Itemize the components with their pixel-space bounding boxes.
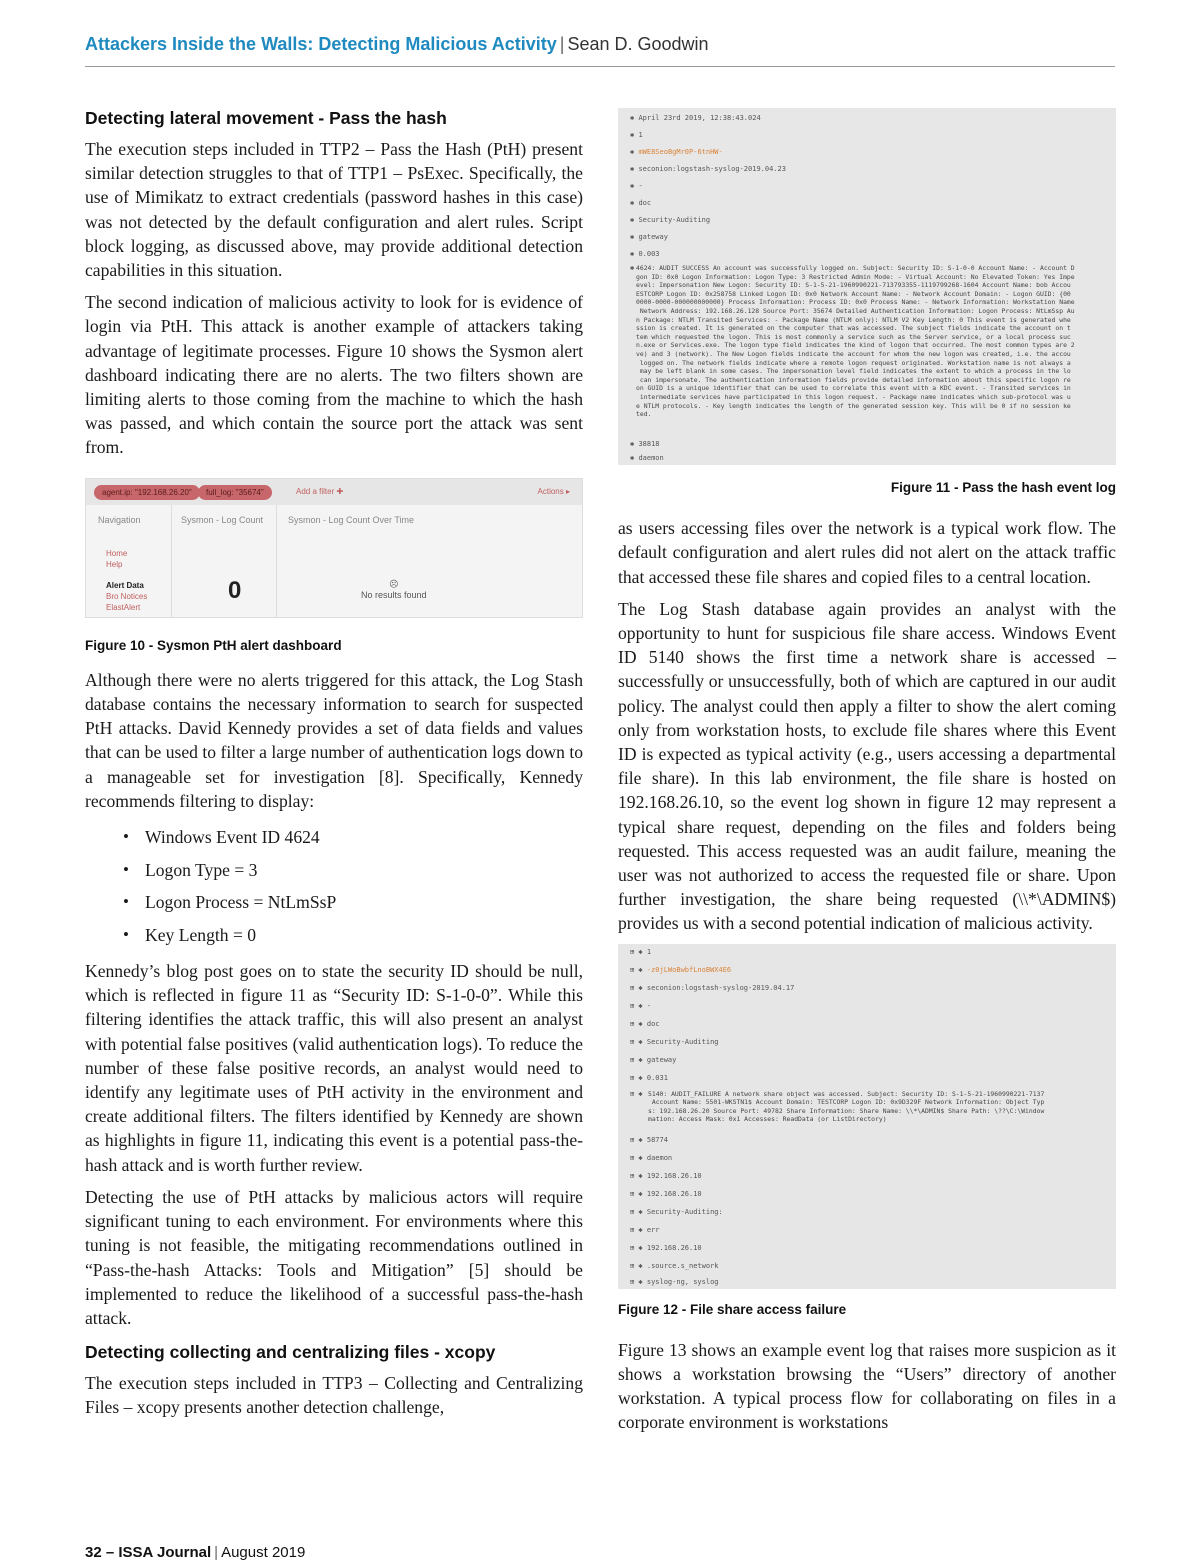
actions-link[interactable]: Actions ▸ — [537, 486, 570, 496]
log-field: ✱ seconion:logstash-syslog-2019.04.23 — [630, 165, 786, 173]
log-field: ⊞ ✱ err — [630, 1225, 660, 1234]
nav-help-link[interactable]: Help — [106, 559, 123, 569]
log-count-value: 0 — [228, 576, 242, 604]
log-field: ✱ Security-Auditing — [630, 216, 711, 224]
filter-pill-agent-ip[interactable]: agent.ip: "192.168.26.20" — [94, 485, 200, 500]
list-item: • Logon Type = 3 — [145, 854, 583, 887]
running-header — [85, 34, 1115, 67]
log-field: ✱ daemon — [630, 454, 664, 462]
log-field: ⊞ ✱ 192.168.26.10 — [630, 1189, 702, 1198]
no-results — [361, 579, 427, 600]
figure-12-caption: Figure 12 - File share access failure — [618, 1301, 847, 1317]
paragraph: Figure 13 shows an example event log that raises more suspicion as it shows a workstation browsing the “Users” directory of another workstation. A typical process flow for collaborating on files in a corporate environment is workstations — [618, 1339, 1116, 1433]
nav-alert-data-link[interactable]: Alert Data — [106, 580, 144, 590]
log-count-panel — [171, 505, 277, 617]
left-column — [85, 108, 583, 1428]
nav-bro-notices-link[interactable]: Bro Notices — [106, 591, 148, 601]
log-field: ✱ 1 — [630, 131, 643, 139]
page-footer — [85, 1544, 305, 1561]
log-field: ⊞ ✱ 192.168.26.10 — [630, 1243, 702, 1252]
log-field: ⊞ ✱ 1 — [630, 947, 652, 956]
paragraph: The execution steps included in TTP3 – Collecting and Centralizing Files – xcopy presents another detection challenge, — [85, 1373, 583, 1418]
log-field: ⊞ ✱ gateway — [630, 1055, 677, 1064]
log-field: ✱ 0.003 — [630, 250, 660, 258]
log-count-label: Sysmon - Log Count — [181, 514, 264, 525]
log-field: ⊞ ✱ .source.s_network — [630, 1261, 719, 1270]
list-item: • Logon Process = NtLmSsP — [145, 886, 583, 919]
figure-10-caption: Figure 10 - Sysmon PtH alert dashboard — [85, 637, 342, 653]
log-field: ⊞ ✱ seconion:logstash-syslog-2019.04.17 — [630, 983, 795, 992]
event-message-block: 4624: AUDIT SUCCESS An account was successfully logged on. Subject: Security ID: S-1-0-0 Account Name: - Account D gon ID: 0x0 Logon Information: Logon Type: 3 Restricted Admin Mode: - Virtual Account: No Elevated Token: Yes Impe evel: Impersonation New Logon: Security ID: S-1-5-21-1960990221-713793355-1119799268-1604 Account Name: bob Accou ESTCORP Logon ID: 0x258758 Linked Logon ID: 0x0 Network Account Name: - Network Account Domain: - Logon GUID: {00 0000-0000-000000000000} Process Information: Process ID: 0x0 Process Name: - Network Information: Workstation Name Network Address: 192.168.26.128 Source Port: 35674 Detailed Authentication Information: Logon Process: NtLmSsp Au n Package: NTLM Transited Services: - Package Name (NTLM only): NTLM V2 Key Length: 0 This event is generated whe ssion is created. It is generated on the computer that was accessed. The subject fields indicate the account on t tem which requested the logon. This is most commonly a service such as the Server service, or a local process suc n.exe or Services.exe. The logon type field indicates the kind of logon that occurred. The most common types are 2 ve) and 3 (network). The New Logon fields indicate the account for whom the new logon was created, i.e. the accou logged on. The network fields indicate where a remote logon request originated. Workstation name is not always a may be left blank in some cases. The impersonation level field indicates the extent to which a process in the lo can impersonate. The authentication information fields provide detailed information about this specific logon re on GUID is a unique identifier that can be used to correlate this event with a KDC event. - Transited services in intermediate services have participated in this logon request. - Package name indicates which sub-protocol was u e NTLM protocols. - Key length indicates the length of the generated session key. This will be 0 if no session ke ted. — [636, 264, 1075, 419]
paragraph: Kennedy’s blog post goes on to state the security ID should be null, which is reflected in figure 11 as “Security ID: S-1-0-0”. While this filtering identifies the attack traffic, this will also present an analyst with potential false positives (valid authentication logs). To reduce the number of these false positive records, an analyst would need to identify any legitimate uses of PtH activity in the environment and create additional filters. The filters identified by Kennedy are shown as highlights in figure 11, indicating this event is a potential pass-the-hash attack and is worth further review. — [85, 961, 583, 1175]
log-field-bullet-icon: ✱ — [630, 264, 635, 272]
log-field: ⊞ ✱ Security-Auditing: — [630, 1207, 723, 1216]
navigation-label: Navigation — [98, 514, 141, 525]
nav-home-link[interactable]: Home — [106, 548, 128, 558]
log-field: ⊞ ✱ 58774 — [630, 1135, 668, 1144]
log-field: ⊞ ✱ daemon — [630, 1153, 673, 1162]
log-field: ⊞ ✱ 192.168.26.10 — [630, 1171, 702, 1180]
log-field: ⊞ ✱ - — [630, 1001, 652, 1010]
figure-10-sysmon-dashboard — [85, 478, 583, 618]
filter-pill-full-log[interactable]: full_log: "35674" — [198, 485, 272, 500]
paragraph: The second indication of malicious activity to look for is evidence of login via PtH. This attack is another example of attackers taking advantage of legitimate processes. Figure 10 shows the Sysmon alert dashboard indicating there are no alerts. The two filters shown are limiting alerts to those coming from the machine to which the hash was passed, and which contain the source port the attack was sent from. — [85, 292, 583, 458]
figure-11-caption: Figure 11 - Pass the hash event log — [890, 480, 1116, 495]
log-field: ⊞ ✱ syslog-ng, syslog — [630, 1277, 719, 1286]
log-field-bullet-icon: ⊞ ✱ — [630, 1089, 643, 1098]
list-item: • Key Length = 0 — [145, 919, 583, 952]
footer-page: 32 – ISSA Journal — [85, 1544, 212, 1561]
paragraph: The Log Stash database again provides an analyst with the opportunity to hunt for suspicious file share access. Windows Event ID 5140 shows the first time a network share is accessed – successfully or unsuccessfully, both of which are captured in our audit policy. The analyst could then apply a filter to show the alert coming only from workstation hosts, to exclude file shares where this Event ID is expected as typical activity (e.g., users accessing a departmental file share). In this lab environment, the file share is hosted on 192.168.26.10, so the event log shown in figure 12 may represent a typical share request, depending on the files and folders being requested. This access requested was an audit failure, meaning the user was not authorized to access the requested file or share. Upon further investigation, the share being requested (\\*\ADMIN$) provides us with a second potential indication of malicious activity. — [618, 598, 1116, 934]
paragraph: The execution steps included in TTP2 – Pass the Hash (PtH) present similar detection struggles to that of TTP1 – PsExec. Specifically, the use of Mimikatz to extract credentials (password hashes in this case) was not detected by the default configuration and alert rules. Script block logging, as discussed above, may provide additional detection capabilities in this situation. — [85, 139, 583, 281]
log-count-over-time-label: Sysmon - Log Count Over Time — [288, 514, 415, 525]
log-field: ⊞ ✱ 0.031 — [630, 1073, 668, 1082]
section-heading-pass-the-hash: Detecting lateral movement - Pass the hash — [85, 108, 447, 128]
no-results-text: No results found — [361, 589, 427, 600]
footer-separator: | — [214, 1544, 219, 1561]
list-item: • Windows Event ID 4624 — [145, 821, 583, 854]
sad-face-icon: ☹ — [389, 578, 399, 589]
log-field: ✱ 38818 — [630, 440, 660, 448]
log-field: ⊞ ✱ -z0jLWoBwbfLnoBWX4E6 — [630, 965, 732, 974]
filter-bar — [86, 479, 582, 505]
log-field: ✱ gateway — [630, 233, 668, 241]
section-heading-xcopy: Detecting collecting and centralizing files - xcopy — [85, 1342, 496, 1363]
add-filter-link[interactable]: Add a filter ✚ — [296, 486, 344, 496]
log-field: ✱ - — [630, 182, 643, 190]
figure-11-event-log — [618, 108, 1116, 465]
log-field: ⊞ ✱ Security-Auditing — [630, 1037, 719, 1046]
log-field: ✱ April 23rd 2019, 12:38:43.024 — [630, 114, 761, 122]
figure-12-event-log — [618, 944, 1116, 1289]
filter-criteria-list — [85, 821, 583, 951]
nav-elastalert-link[interactable]: ElastAlert — [106, 602, 141, 612]
footer-date: August 2019 — [221, 1544, 306, 1561]
paragraph: Detecting the use of PtH attacks by malicious actors will require significant tuning to each environment. For environments where this tuning is not feasible, the mitigating recommendations outlined in “Pass-the-hash Attacks: Tools and Mitigation” [5] should be implemented to reduce the likelihood of a successful pass-the-hash attack. — [85, 1186, 583, 1328]
log-field: ⊞ ✱ doc — [630, 1019, 660, 1028]
paragraph: as users accessing files over the network is a typical work flow. The default configuration and alert rules did not alert on the attack traffic that accessed these file shares and copied files to a central location. — [618, 518, 1116, 587]
log-field: ✱ mWE8SeoBgMr0P-6tnHW- — [630, 148, 723, 156]
header-separator: | — [559, 34, 565, 54]
right-column — [618, 108, 1116, 1443]
paragraph: Although there were no alerts triggered for this attack, the Log Stash database contains the necessary information to search for suspected PtH attacks. David Kennedy provides a set of data fields and values that can be used to filter a large number of authentication logs down to a manageable set for investigation [8]. Specifically, Kennedy recommends filtering to display: — [85, 669, 583, 811]
event-message-block: 5140: AUDIT_FAILURE A network share object was accessed. Subject: Security ID: S-1-5-21-1960990221-7137 Account Name: 5501-WKSTN1$ Account Domain: TESTCORP Logon ID: 0x9D329F Network Information: Object Typ s: 192.168.26.20 Source Port: 49782 Share Information: Share Name: \\*\ADMIN$ Share Path: \??\C:\Window mation: Access Mask: 0x1 Accesses: ReadData (or ListDirectory) — [648, 1089, 1045, 1124]
header-title: Attackers Inside the Walls: Detecting Malicious Activity — [85, 34, 557, 54]
navigation-panel — [86, 505, 172, 617]
log-field: ✱ doc — [630, 199, 652, 207]
header-author: Sean D. Goodwin — [567, 34, 709, 54]
